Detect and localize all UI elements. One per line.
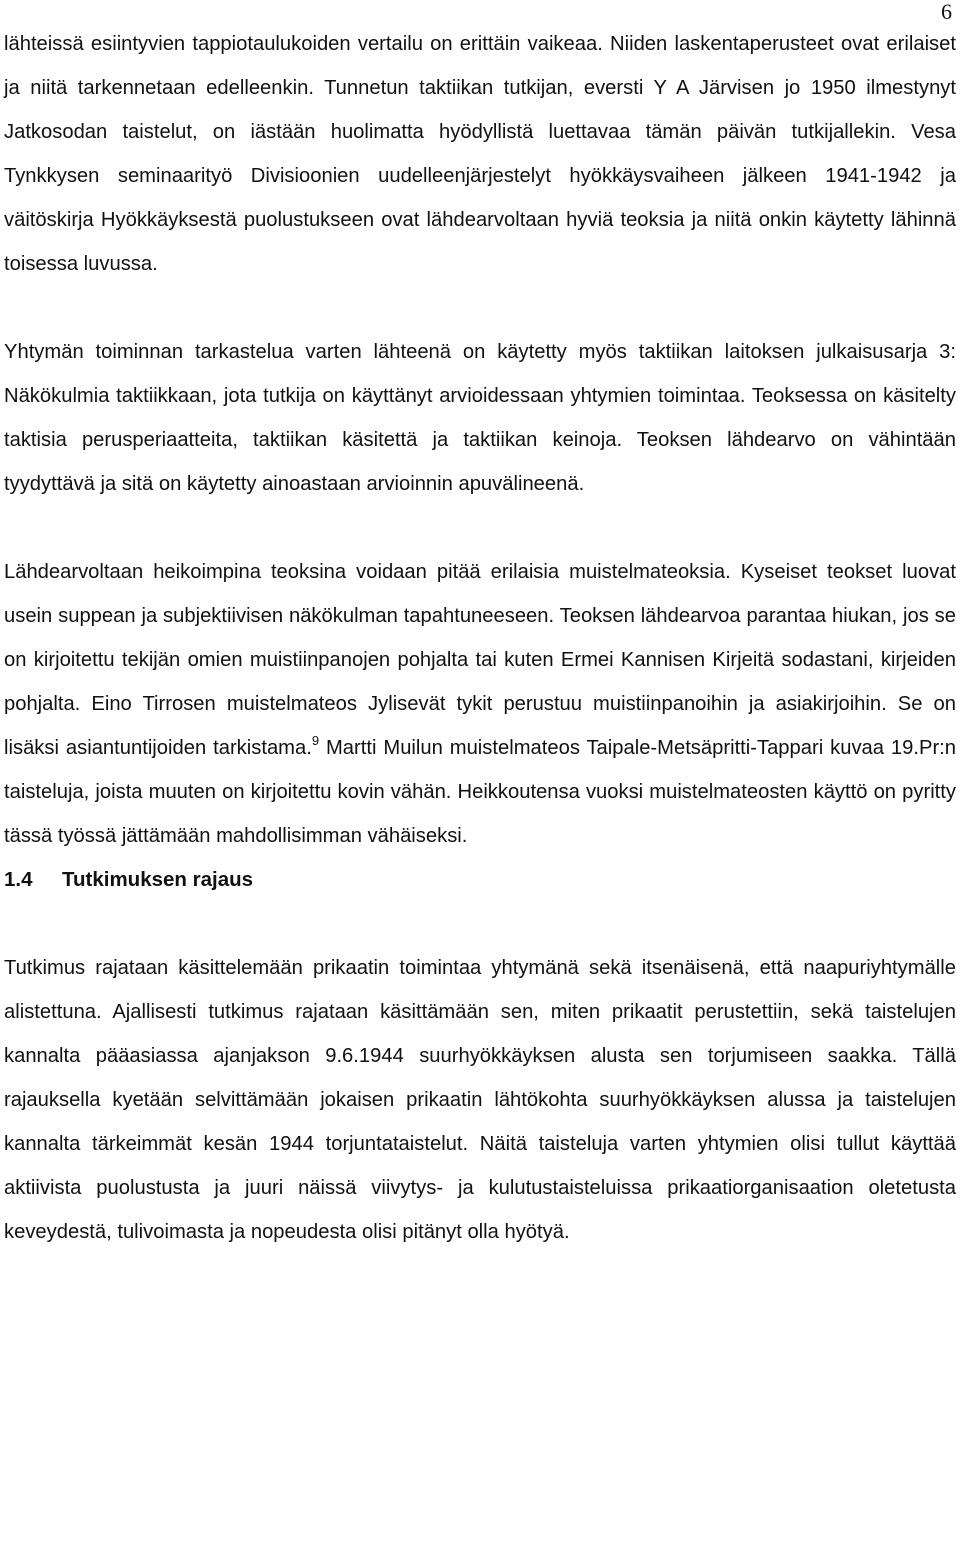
paragraph-memoirs [4,550,956,858]
paragraph-sources-loss-tables: lähteissä esiintyvien tappiotaulukoiden vertailu on erittäin vaikeaa. Niiden laskentaperusteet ovat erilaiset ja niitä tarkennetaan edelleenkin. Tunnetun taktiikan tutkijan, eversti Y A Järvisen jo 1950 ilmestynyt Jatkosodan taistelut, on iästään huolimatta hyödyllistä luettavaa tämän päivän tutkijallekin. Vesa Tynkkysen seminaarityö Divisioonien uudelleenjärjestelyt hyökkäysvaiheen jälkeen 1941-1942 ja väitöskirja Hyökkäyksestä puolustukseen ovat lähdearvoltaan hyviä teoksia ja niitä onkin käytetty lähinnä toisessa luvussa. [4,33,956,275]
document-body [4,22,956,1254]
section-heading [4,858,956,902]
footnote-reference[interactable]: 9 [311,733,320,748]
paragraph-tactics-publication: Yhtymän toiminnan tarkastelua varten lähteenä on käytetty myös taktiikan laitoksen julkaisusarja 3: Näkökulmia taktiikkaan, jota tutkija on käyttänyt arvioidessaan yhtymien toimintaa. Teoksessa on käsitelty taktisia perusperiaatteita, taktiikan käsitettä ja taktiikan keinoja. Teoksen lähdearvo on vähintään tyydyttävä ja sitä on käytetty ainoastaan arvioinnin apuvälineenä. [4,341,956,495]
page-number: 6 [941,0,952,24]
memoirs-text-part-1: Lähdearvoltaan heikoimpina teoksina voidaan pitää erilaisia muistelmateoksia. Kyseiset teokset luovat usein suppean ja subjektiivisen näkökulman tapahtuneeseen. Teoksen lähdearvoa parantaa hiukan, jos se on kirjoitettu tekijän omien muistiinpanojen pohjalta tai kuten Ermei Kannisen Kirjeitä sodastani, kirjeiden pohjalta. Eino Tirrosen muistelmateos Jylisevät tykit perustuu muistiinpanoihin ja asiakirjoihin. Se on lisäksi asiantuntijoiden tarkistama. [4,561,956,759]
section-title: Tutkimuksen rajaus [62,868,254,891]
section-number: 1.4 [4,868,33,891]
paragraph-scope: Tutkimus rajataan käsittelemään prikaatin toimintaa yhtymänä sekä itsenäisenä, että naapuriyhtymälle alistettuna. Ajallisesti tutkimus rajataan käsittämään sen, miten prikaatit perustettiin, sekä taistelujen kannalta pääasiassa ajanjakson 9.6.1944 suurhyökkäyksen alusta sen torjumiseen saakka. Tällä rajauksella kyetään selvittämään jokaisen prikaatin lähtökohta suurhyökkäyksen alussa ja taistelujen kannalta tärkeimmät kesän 1944 torjuntataistelut. Näitä taisteluja varten yhtymien olisi tullut käyttää aktiivista puolustusta ja juuri näissä viivytys- ja kulutustaisteluissa prikaatiorganisaation oletetusta keveydestä, tulivoimasta ja nopeudesta olisi pitänyt olla hyötyä. [4,957,956,1243]
memoirs-text-part-2: Martti Muilun muistelmateos Taipale-Metsäpritti-Tappari kuvaa 19.Pr:n taisteluja, joista muuten on kirjoitettu kovin vähän. Heikkoutensa vuoksi muistelmateosten käyttö on pyritty tässä työssä jättämään mahdollisimman vähäiseksi. [4,737,956,847]
